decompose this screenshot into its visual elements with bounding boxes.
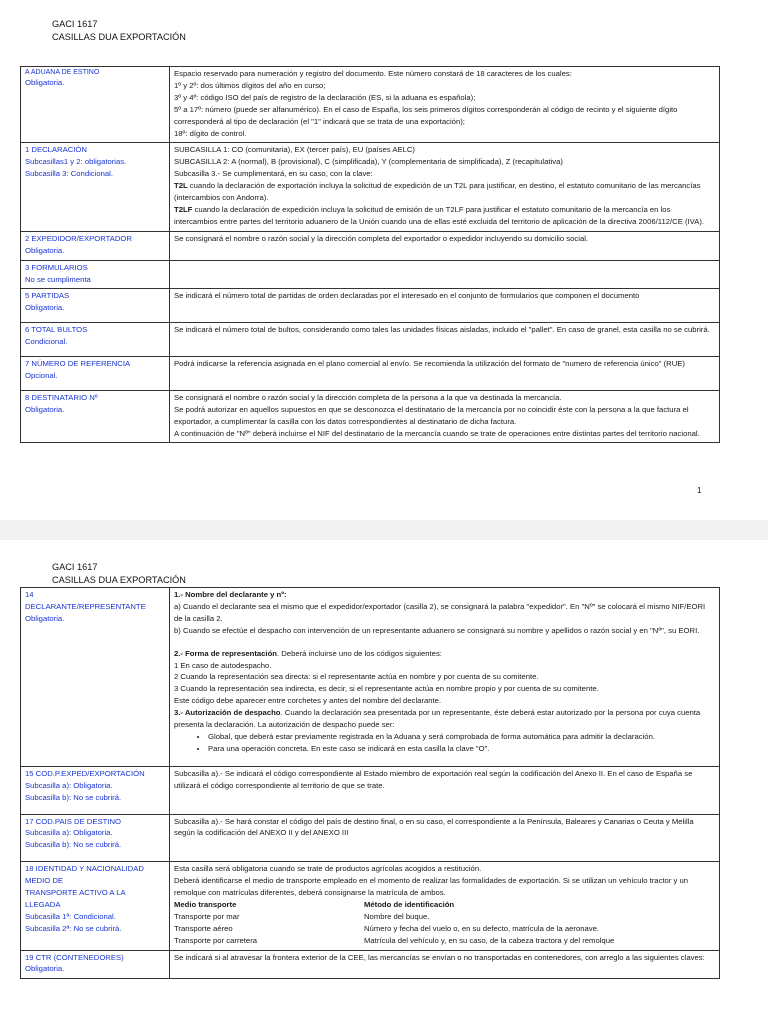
description-line: SUBCASILLA 1: CO (comunitaria), EX (tercer país), EU (países AELC)	[174, 145, 415, 155]
table-row	[21, 357, 720, 391]
description-line: 3º y 4º: código ISO del país de registro de la declaración (ES, si la aduana es española);	[174, 92, 476, 102]
transport-mode: Transporte por carretera	[174, 935, 258, 945]
field-name-cell	[21, 950, 170, 979]
field-description-cell	[170, 766, 720, 814]
description-line: Deberá identificarse el medio de transporte empleado en el momento de realizar las formalidades de exportación. Si se utilizan un vehículo tractor y un remolque con matrículas diferentes, deberá consignarse la matrícula de ambos.	[174, 876, 689, 898]
transport-row	[174, 923, 715, 935]
field-name-cell	[21, 862, 170, 950]
section-line	[174, 707, 715, 731]
description-line: Podrá indicarse la referencia asignada en el plano comercial al envío. Se recomienda la utilización del formato de "numero de referencia único" (RUE)	[174, 359, 685, 369]
field-title: 17 COD.PAIS DE DESTINO	[25, 816, 121, 826]
field-description-cell	[170, 357, 720, 391]
field-description-cell	[170, 231, 720, 260]
description-line: a) Cuando el declarante sea el mismo que el expedidor/exportador (casilla 2), se consignará la palabra "expedidor". En "Nº" se colocará el mismo NIF/EORI de la casilla 2.	[174, 601, 706, 623]
field-name-cell	[21, 390, 170, 443]
field-status: Subcasilla 2ª: No se cubrirá.	[25, 923, 122, 933]
section-title: 1.- Nombre del declarante y nº:	[174, 590, 287, 599]
field-title: 3 FORMULARIOS	[25, 262, 88, 272]
field-name-cell	[21, 814, 170, 862]
description-line: Subcasilla a).- Se hará constar el código del país de destino final, o en su caso, el correspondiente a la Península, Baleares y Canarias o Ceuta y Melilla según la codificación del ANEXO II y del ANEXO III	[174, 816, 694, 838]
section-text: . Cuando la declaración sea presentada por un representante, éste deberá estar autorizado por la persona por cuya cuenta presenta la declaración. La autorización de despacho puede ser:	[174, 708, 701, 730]
description-line: Se indicará el número total de bultos, considerando como tales las unidades físicas aisladas, incluido el "pallet". En caso de granel, esta casilla no se cubrirá.	[174, 325, 710, 335]
field-title: DECLARANTE/REPRESENTANTE	[25, 601, 146, 611]
field-name-cell	[21, 766, 170, 814]
description-line: 18º: dígito de control.	[174, 128, 247, 138]
section-text: . Deberá incluirse uno de los códigos siguientes:	[276, 648, 442, 658]
field-status: Subcasilla b): No se cubrirá.	[25, 840, 122, 850]
table-row	[21, 289, 720, 323]
field-status: Subcasilla 1ª: Condicional.	[25, 911, 116, 921]
section-line	[174, 648, 715, 660]
field-title: 5 PARTIDAS	[25, 291, 70, 301]
table-row	[21, 67, 720, 143]
table-row	[21, 588, 720, 767]
transport-header	[174, 899, 715, 911]
field-status: Subcasilla a): Obligatoria.	[25, 828, 113, 838]
description-line: 5º a 17º: número (puede ser alfanumérico). En el caso de España, los seis primeros dígitos corresponderán al código de recinto y el siguiente dígito corresponderá al tipo de declaración (el "1" indicará que se trata de una exportación);	[174, 104, 678, 126]
field-title: 18 IDENTIDAD Y NACIONALIDAD	[25, 864, 144, 874]
fields-table	[20, 66, 720, 443]
transport-row	[174, 935, 715, 947]
t2lf-text: cuando la declaración de expedición incluya la solicitud de emisión de un T2LF para justificar el estatuto comunitario de la mercancía en los intercambios entre partes del territorio aduanero de la Unión cuando una de ellas esté excluida del territorio de aplicación de la directiva 2006/112/CE (IVA).	[174, 204, 705, 226]
field-description-cell	[170, 260, 720, 289]
description-line: b) Cuando se efectúe el despacho con intervención de un representante aduanero se consignará su nombre y apellidos o razón social y en "Nº", su EORI.	[174, 625, 700, 635]
field-description-cell	[170, 950, 720, 979]
field-name-cell	[21, 357, 170, 391]
transport-method: Matrícula del vehículo y, en su caso, de la cabeza tractora y del remolque	[364, 935, 615, 945]
t2l-code: T2L	[174, 181, 188, 191]
field-description-cell	[170, 289, 720, 323]
field-description-cell	[170, 67, 720, 143]
field-title: A ADUANA DE ESTINO	[25, 69, 100, 76]
transport-column-header: Método de identificación	[364, 899, 455, 909]
field-description-cell	[170, 814, 720, 862]
field-status: Opcional.	[25, 370, 58, 380]
header-code: GACI 1617	[52, 19, 98, 29]
transport-row	[174, 911, 715, 923]
table-row	[21, 323, 720, 357]
field-status: Condicional.	[25, 337, 68, 347]
spacer	[174, 755, 715, 763]
description-line: Se podrá autorizar en aquellos supuestos en que se desconozca el destinatario de la mercancía por no coincidir éste con la persona a la que factura el exportador, a cumplimentar la casilla con los datos correspondientes al destinatario de dicha factura.	[174, 404, 689, 426]
t2l-description	[174, 180, 715, 204]
field-status: Obligatoria.	[25, 78, 65, 87]
field-status: Subcasillas1 y 2: obligatorias.	[25, 157, 127, 167]
description-line: Se indicará el número total de partidas de orden declaradas por el interesado en el conjunto de formularios que componen el documento	[174, 291, 640, 301]
field-description-cell	[170, 143, 720, 231]
fields-table	[20, 587, 720, 979]
transport-method: Número y fecha del vuelo o, en su defecto, matrícula de la aeronave.	[364, 923, 600, 933]
table-row	[21, 814, 720, 862]
field-title: MEDIO DE	[25, 876, 64, 886]
section-title: 3.- Autorización de despacho	[174, 708, 281, 718]
page-header	[52, 18, 186, 43]
field-name-cell	[21, 260, 170, 289]
field-title: 6 TOTAL BULTOS	[25, 325, 88, 335]
table-row	[21, 143, 720, 231]
description-line: Este código debe aparecer entre corchetes y antes del nombre del declarante.	[174, 696, 442, 706]
transport-mode: Transporte aéreo	[174, 923, 233, 933]
field-name-cell	[21, 143, 170, 231]
transport-column-header: Medio transporte	[174, 899, 237, 909]
description-line: 1º y 2º: dos últimos dígitos del año en curso;	[174, 80, 326, 90]
field-title: LLEGADA	[25, 899, 61, 909]
document-page-2	[0, 540, 768, 1024]
page-separator	[0, 520, 768, 540]
field-status: Subcasilla 3: Condicional.	[25, 169, 114, 179]
field-title: 19 CTR (CONTENEDORES)	[25, 952, 124, 962]
table-row	[21, 390, 720, 443]
description-line: 2 Cuando la representación sea directa: si el representante actúa en nombre y por cuenta de su comitente.	[174, 672, 539, 682]
field-description-cell	[170, 588, 720, 767]
field-status: Obligatoria.	[25, 245, 65, 255]
table-row	[21, 231, 720, 260]
field-description-cell	[170, 862, 720, 950]
field-title: 7 NÚMERO DE REFERENCIA	[25, 359, 131, 369]
t2l-text: cuando la declaración de exportación incluya la solicitud de expedición de un T2L para justificar, en destino, el estatuto comunitario de las mercancías (intercambios con Andorra).	[174, 181, 701, 203]
section-title: 2.- Forma de representación	[174, 648, 277, 658]
t2lf-code: T2LF	[174, 204, 193, 214]
description-line: Se consignará el nombre o razón social y la dirección completa de la persona a la que va destinada la mercancía.	[174, 392, 562, 402]
field-status: Obligatoria.	[25, 404, 65, 414]
field-title: 2 EXPEDIDOR/EXPORTADOR	[25, 233, 132, 243]
table-row	[21, 766, 720, 814]
field-title: 14	[25, 590, 34, 599]
description-line: Esta casilla será obligatoria cuando se trate de productos agrícolas acogidos a restitución.	[174, 864, 482, 874]
field-status: Obligatoria.	[25, 964, 65, 974]
field-status: Subcasilla a): Obligatoria.	[25, 780, 113, 790]
field-status: Obligatoria.	[25, 303, 65, 313]
page-header	[52, 561, 186, 586]
description-line: Se indicará si al atravesar la frontera exterior de la CEE, las mercancías se envían o no transportadas en contenedores, con arreglo a las siguientes claves:	[174, 952, 705, 962]
description-line: Subcasilla a).- Se indicará el código correspondiente al Estado miembro de exportación real según la codificación del Anexo II. En el caso de España se utilizará el código correspondiente al territorio de que se trate.	[174, 768, 693, 790]
description-line: Espacio reservado para numeración y registro del documento. Este número constará de 18 caracteres de los cuales:	[174, 69, 572, 78]
field-name-cell	[21, 231, 170, 260]
table-row	[21, 862, 720, 950]
field-name-cell	[21, 67, 170, 143]
list-item: • Global, que deberá estar previamente registrada en la Aduana y será comprobada de forma automática para admitir la declaración.	[208, 731, 715, 743]
field-name-cell	[21, 323, 170, 357]
field-title: 1 DECLARACIÓN	[25, 145, 87, 155]
field-status: No se cumplimenta	[25, 274, 91, 284]
description-line: SUBCASILLA 2: A (normal), B (provisional), C (simplificada), Y (complementaria de simplificada), Z (recapitulativa)	[174, 157, 563, 167]
field-status: Obligatoria.	[25, 613, 65, 623]
description-line: A continuación de "Nº" deberá incluirse el NIF del destinatario de la mercancía cuando se trate de operaciones entre distintas partes del territorio nacional.	[174, 428, 700, 438]
transport-method: Nombre del buque.	[364, 911, 430, 921]
transport-mode: Transporte por mar	[174, 911, 240, 921]
description-line: 3 Cuando la representación sea indirecta, es decir, si el representante actúa en nombre propio y por cuenta de su comitente.	[174, 684, 599, 694]
spacer	[174, 637, 715, 648]
header-title: CASILLAS DUA EXPORTACIÓN	[52, 574, 186, 585]
field-description-cell	[170, 390, 720, 443]
list-item: • Para una operación concreta. En este caso se indicará en esta casilla la clave "O".	[208, 743, 715, 755]
field-name-cell	[21, 289, 170, 323]
table-row	[21, 260, 720, 289]
header-code: GACI 1617	[52, 562, 98, 572]
field-status: Subcasilla b): No se cubrirá.	[25, 792, 122, 802]
description-line: Subcasilla 3.- Se cumplimentará, en su caso, con la clave:	[174, 169, 373, 179]
page-number: 1	[697, 486, 702, 495]
field-title: 15 COD.P.EXPED/EXPORTACIÓN	[25, 768, 145, 778]
header-title: CASILLAS DUA EXPORTACIÓN	[52, 31, 186, 42]
table-row	[21, 950, 720, 979]
field-title: TRANSPORTE ACTIVO A LA	[25, 888, 126, 898]
bullet-list	[174, 731, 715, 755]
t2lf-description	[174, 204, 715, 228]
description-line: Se consignará el nombre o razón social y la dirección completa del exportador o expedidor incluyendo su domicilio social.	[174, 233, 589, 243]
field-name-cell	[21, 588, 170, 767]
field-title: 8 DESTINATARIO Nº	[25, 392, 98, 402]
description-line: 1 En caso de autodespacho.	[174, 660, 272, 670]
field-description-cell	[170, 323, 720, 357]
